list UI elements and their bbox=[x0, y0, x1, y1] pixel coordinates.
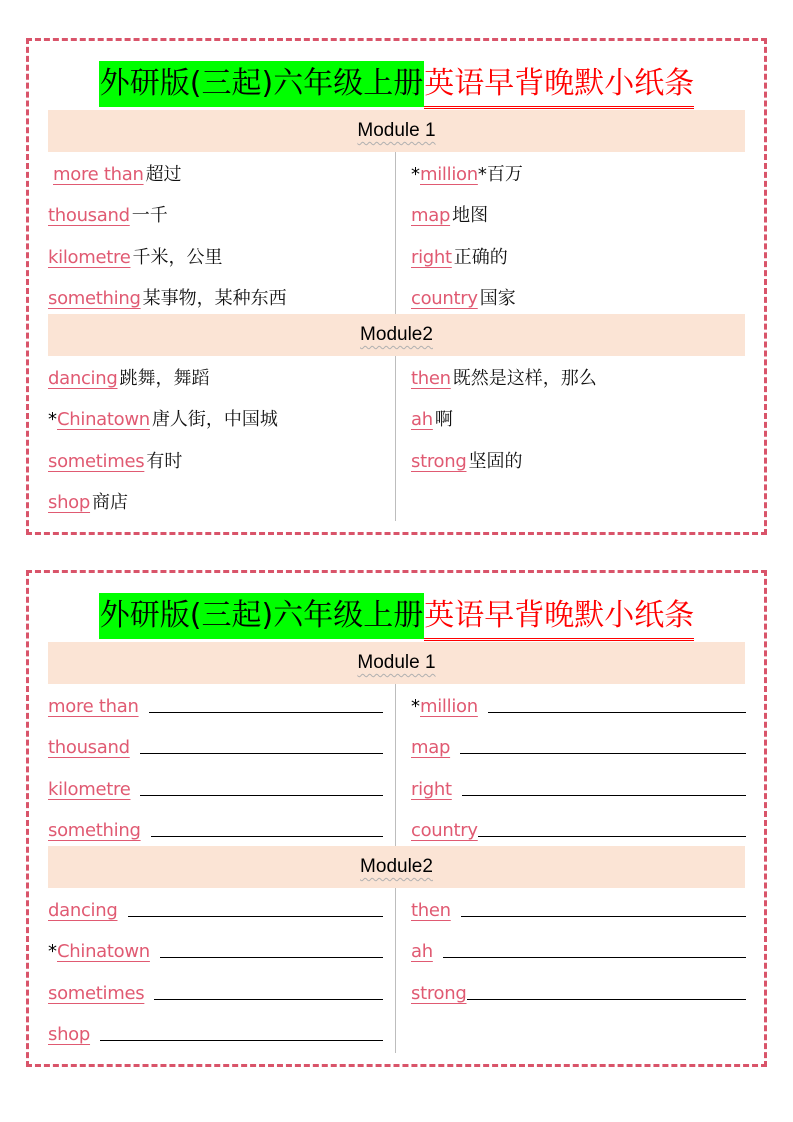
column-divider bbox=[395, 356, 396, 521]
answer-blank[interactable] bbox=[149, 692, 383, 713]
vocab-word: dancing bbox=[48, 900, 118, 921]
vocab-word: ah bbox=[411, 941, 433, 962]
dictation-card bbox=[26, 570, 767, 1067]
answer-blank[interactable] bbox=[154, 979, 383, 1000]
answer-blank[interactable] bbox=[488, 692, 746, 713]
dictation-row bbox=[48, 1020, 383, 1050]
vocab-word: sometimes bbox=[48, 451, 145, 472]
dictation-row bbox=[48, 979, 383, 1009]
answer-blank[interactable] bbox=[151, 816, 383, 837]
vocab-meaning: 有时 bbox=[146, 451, 183, 472]
vocab-row bbox=[411, 405, 746, 435]
vocab-meaning: 超过 bbox=[145, 164, 182, 185]
vocab-word: something bbox=[48, 820, 141, 841]
vocab-row bbox=[411, 447, 746, 477]
vocab-word: sometimes bbox=[48, 983, 145, 1004]
vocab-word: right bbox=[411, 247, 452, 268]
answer-blank[interactable] bbox=[140, 733, 383, 754]
vocab-word: country bbox=[411, 288, 478, 309]
vocab-word: Chinatown bbox=[57, 941, 150, 962]
answer-blank[interactable] bbox=[478, 816, 746, 837]
module-header bbox=[48, 110, 745, 152]
answer-blank[interactable] bbox=[443, 937, 746, 958]
vocab-word: then bbox=[411, 368, 451, 389]
vocab-word: right bbox=[411, 779, 452, 800]
answer-blank[interactable] bbox=[460, 733, 746, 754]
dictation-row bbox=[48, 692, 383, 722]
vocab-meaning: 正确的 bbox=[453, 247, 508, 268]
vocab-row bbox=[48, 243, 383, 273]
dictation-row bbox=[48, 775, 383, 805]
module-header bbox=[48, 314, 745, 356]
vocab-row bbox=[411, 201, 746, 231]
vocab-row bbox=[48, 160, 383, 190]
vocab-row bbox=[411, 160, 746, 190]
vocab-row bbox=[48, 405, 383, 435]
vocab-word: country bbox=[411, 820, 478, 841]
vocab-meaning: 跳舞，舞蹈 bbox=[119, 368, 210, 389]
title-red: 英语早背晚默小纸条 bbox=[424, 595, 694, 641]
dictation-row bbox=[411, 775, 746, 805]
title-red: 英语早背晚默小纸条 bbox=[424, 63, 694, 109]
module-title: Module 1 bbox=[357, 120, 436, 141]
column-divider bbox=[395, 888, 396, 1053]
vocab-meaning: 既然是这样，那么 bbox=[452, 368, 597, 389]
card-title bbox=[29, 61, 764, 107]
vocab-meaning: 某事物，某种东西 bbox=[142, 288, 287, 309]
answer-blank[interactable] bbox=[461, 896, 746, 917]
vocab-meaning: 商店 bbox=[92, 492, 129, 513]
answer-blank[interactable] bbox=[100, 1020, 383, 1041]
vocab-word: kilometre bbox=[48, 779, 131, 800]
vocab-row bbox=[48, 201, 383, 231]
answer-blank[interactable] bbox=[160, 937, 383, 958]
module-title: Module 1 bbox=[357, 652, 436, 673]
vocab-meaning: 千米，公里 bbox=[132, 247, 223, 268]
vocab-meaning: 地图 bbox=[452, 205, 489, 226]
study-card bbox=[26, 38, 767, 535]
vocab-row bbox=[411, 364, 746, 394]
vocab-row bbox=[48, 364, 383, 394]
module-header bbox=[48, 642, 745, 684]
vocab-meaning: 唐人街，中国城 bbox=[151, 409, 278, 430]
answer-blank[interactable] bbox=[467, 979, 747, 1000]
vocab-word: more than bbox=[53, 164, 144, 185]
dictation-row bbox=[411, 896, 746, 926]
vocab-word: Chinatown bbox=[57, 409, 150, 430]
vocab-word: thousand bbox=[48, 737, 130, 758]
vocab-word: map bbox=[411, 205, 451, 226]
vocab-word: kilometre bbox=[48, 247, 131, 268]
dictation-row bbox=[48, 937, 383, 967]
answer-blank[interactable] bbox=[462, 775, 746, 796]
star-mark: * bbox=[48, 941, 57, 962]
title-highlighted: 外研版(三起)六年级上册 bbox=[99, 593, 424, 639]
dictation-row bbox=[411, 692, 746, 722]
vocab-row bbox=[411, 284, 746, 314]
vocab-word: more than bbox=[48, 696, 139, 717]
vocab-word: strong bbox=[411, 451, 467, 472]
dictation-row bbox=[411, 816, 746, 846]
vocab-row bbox=[411, 243, 746, 273]
star-mark: * bbox=[411, 164, 420, 185]
module-header bbox=[48, 846, 745, 888]
column-divider bbox=[395, 684, 396, 846]
star-mark: * bbox=[411, 696, 420, 717]
vocab-word: thousand bbox=[48, 205, 130, 226]
vocab-word: shop bbox=[48, 1024, 91, 1045]
vocab-row bbox=[48, 488, 383, 518]
module-title: Module2 bbox=[360, 324, 433, 345]
dictation-row bbox=[48, 816, 383, 846]
vocab-meaning: *百万 bbox=[477, 164, 523, 185]
star-mark: * bbox=[48, 409, 57, 430]
vocab-word: dancing bbox=[48, 368, 118, 389]
dictation-row bbox=[411, 937, 746, 967]
dictation-row bbox=[48, 733, 383, 763]
vocab-meaning: 坚固的 bbox=[468, 451, 523, 472]
vocab-meaning: 一千 bbox=[131, 205, 168, 226]
answer-blank[interactable] bbox=[140, 775, 383, 796]
vocab-word: strong bbox=[411, 983, 467, 1004]
title-highlighted: 外研版(三起)六年级上册 bbox=[99, 61, 424, 107]
vocab-word: something bbox=[48, 288, 141, 309]
vocab-row bbox=[48, 447, 383, 477]
dictation-row bbox=[411, 733, 746, 763]
answer-blank[interactable] bbox=[128, 896, 384, 917]
column-divider bbox=[395, 152, 396, 314]
vocab-meaning: 国家 bbox=[479, 288, 516, 309]
module-title: Module2 bbox=[360, 856, 433, 877]
dictation-row bbox=[411, 979, 746, 1009]
vocab-word: million bbox=[420, 164, 478, 185]
dictation-row bbox=[48, 896, 383, 926]
card-title bbox=[29, 593, 764, 639]
vocab-word: then bbox=[411, 900, 451, 921]
vocab-meaning: 啊 bbox=[434, 409, 453, 430]
vocab-row bbox=[48, 284, 383, 314]
vocab-word: shop bbox=[48, 492, 91, 513]
vocab-word: million bbox=[420, 696, 478, 717]
vocab-word: ah bbox=[411, 409, 433, 430]
vocab-word: map bbox=[411, 737, 451, 758]
